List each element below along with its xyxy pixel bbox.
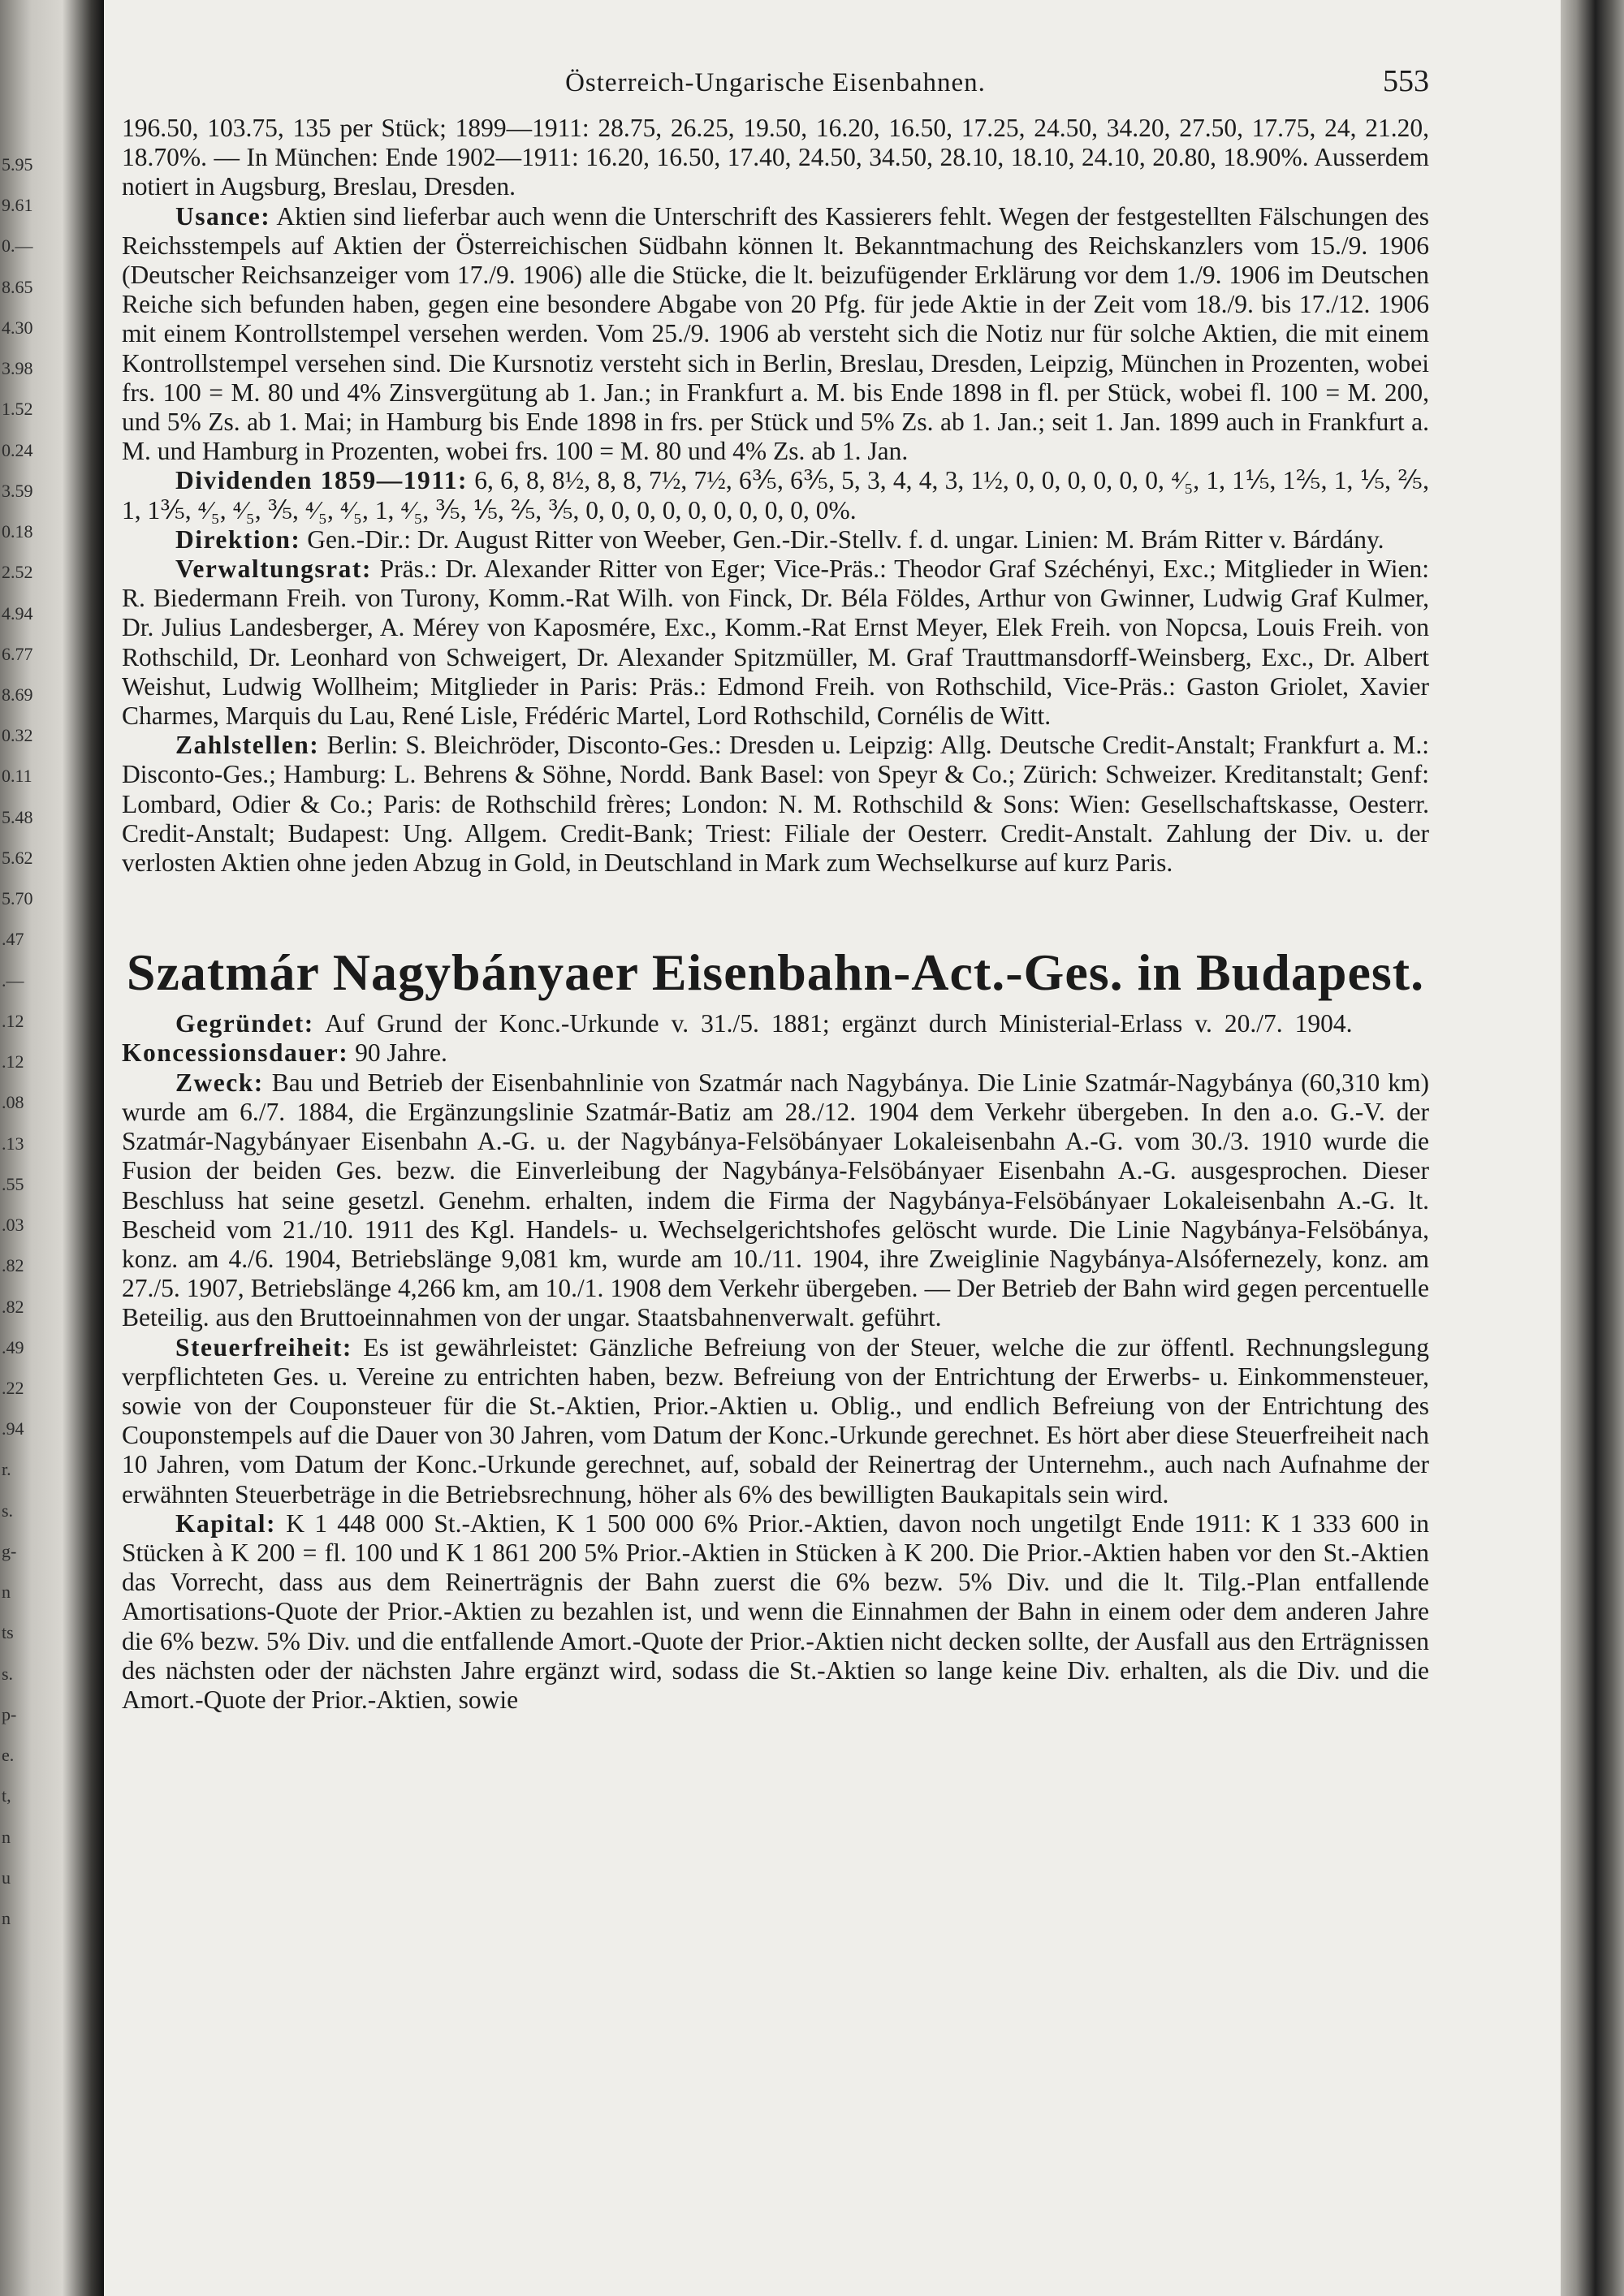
margin-fragment: n (2, 1582, 11, 1602)
kapital-text: K 1 448 000 St.-Aktien, K 1 500 000 6% Prior.-Aktien, davon noch ungetilgt Ende 1911: K 1 333 600 in Stücken à K 200 = fl. 100 und K 1 861 200 5% Prior.-Aktien in Stücken à K 200. Die Prior.-Aktien haben vor den St.-Aktien das Vorrecht, dass aus dem Reinerträgnis der Bahn zuerst die 6% bezw. 5% Div. und die lt. Tilg.-Plan entfallende Amortisations-Quote der Prior.-Aktien zu bezahlen ist, und wenn die Einnahmen der Bahn in einem oder dem anderen Jahre die 6% bezw. 5% Div. und die entfallende Amort.-Quote der Prior.-Aktien nicht decken sollte, der Ausfall aus den Erträgnissen des nächsten oder der nächsten Jahre ergänzt wird, sodass die St.-Aktien so lange keine Div. erhalten, als die Div. und die Amort.-Quote der Prior.-Aktien, sowie (122, 1508, 1429, 1714)
margin-fragment: g- (2, 1541, 17, 1561)
margin-fragment: 9.61 (2, 195, 33, 215)
margin-fragment: 5.70 (2, 888, 33, 908)
margin-fragment: .12 (2, 1011, 24, 1031)
zweck-paragraph (122, 1068, 1429, 1333)
kapital-paragraph (122, 1509, 1429, 1715)
dividenden-paragraph (122, 466, 1429, 524)
margin-fragment: ts (2, 1622, 14, 1642)
usance-text: Aktien sind lieferbar auch wenn die Unterschrift des Kassierers fehlt. Wegen der festgestellten Fälschungen des Reichsstempels auf Aktien der Österreichischen Südbahn können lt. Bekanntmachung des Reichskanzlers vom 15./9. 1906 (Deutscher Reichsanzeiger vom 17./9. 1906) alle die Stücke, die lt. beizufügender Erklärung vor dem 1./9. 1906 im Deutschen Reiche sich befunden haben, gegen eine besondere Abgabe von 20 Pfg. für jede Aktie in der Zeit vom 18./9. bis 17./12. 1906 mit einem Kontrollstempel versehen werden. Vom 25./9. 1906 ab versteht sich die Notiz nur für solche Aktien, die mit einem Kontrollstempel versehen sind. Die Kursnotiz versteht sich in Berlin, Breslau, Dresden, Leipzig, München in Prozenten, wobei frs. 100 = M. 80 und 4% Zinsvergütung ab 1. Jan.; in Frankfurt a. M. bis Ende 1898 in fl. per Stück, wobei fl. 100 = M. 200, und 5% Zs. ab 1. Mai; in Hamburg bis Ende 1898 in frs. per Stück und 5% Zs. ab 1. Jan.; seit 1. Jan. 1899 auch in Frankfurt a. M. und Hamburg in Prozenten, wobei frs. 100 = M. 80 und 4% Zs. ab 1. Jan. (122, 201, 1429, 466)
margin-fragment: s. (2, 1500, 14, 1521)
margin-fragment: n (2, 1908, 11, 1928)
margin-fragment: 6.77 (2, 644, 33, 664)
margin-fragment: 1.52 (2, 399, 33, 419)
dividenden-text: 6, 6, 8, 8½, 8, 8, 7½, 7½, 6⅗, 6⅗, 5, 3, 4, 4, 3, 1½, 0, 0, 0, 0, 0, 0, ⁴⁄₅, 1, 1⅕, 1⅖, 1, ⅕, ⅖, 1, 1⅗, ⁴⁄₅, ⁴⁄₅, ⅗, ⁴⁄₅, ⁴⁄₅, 1, ⁴⁄₅, ⅗, ⅕, ⅖, ⅗, 0, 0, 0, 0, 0, 0, 0, 0, 0, 0%. (122, 466, 1429, 524)
koncessionsdauer-label: Koncessionsdauer: (122, 1038, 349, 1068)
margin-fragment: e. (2, 1745, 15, 1765)
steuerfreiheit-paragraph (122, 1333, 1429, 1509)
margin-fragment: 0.32 (2, 725, 33, 745)
margin-fragment: 5.62 (2, 848, 33, 868)
quotes-paragraph (122, 114, 1429, 202)
margin-fragment: 0.— (2, 235, 33, 256)
margin-fragment: 8.65 (2, 277, 33, 297)
margin-fragment: .49 (2, 1337, 24, 1357)
margin-fragment: .94 (2, 1418, 24, 1439)
gegruendet-paragraph (122, 1009, 1429, 1068)
zahlstellen-paragraph (122, 731, 1429, 878)
verwaltungsrat-text: Präs.: Dr. Alexander Ritter von Eger; Vice-Präs.: Theodor Graf Széchényi, Exc.; Mitglieder in Wien: R. Biedermann Freih. von Turony, Komm.-Rat Wilh. von Finck, Dr. Béla Földes, Arthur von Gwinner, Ludwig Graf Kulmer, Dr. Julius Landesberger, A. Mérey von Kaposmére, Exc., Komm.-Rat Ernst Meyer, Elek Freih. von Nopcsa, Louis Freih. von Rothschild, Dr. Leonhard von Schweigert, Dr. Alexander Spitzmüller, M. Graf Trauttmansdorff-Weinsberg, Exc., Dr. Albert Weishut, Ludwig Wollheim; Mitglieder in Paris: Präs.: Edmond Freih. von Rothschild, Vice-Präs.: Gaston Griolet, Xavier Charmes, Marquis du Lau, René Lisle, Frédéric Martel, Lord Rothschild, Cornélis de Witt. (122, 555, 1430, 731)
margin-fragment: 3.98 (2, 358, 33, 378)
margin-fragment: .12 (2, 1051, 24, 1072)
margin-fragment: t, (2, 1785, 11, 1806)
usance-paragraph (122, 202, 1429, 467)
margin-fragment: .82 (2, 1255, 24, 1275)
company-title: Szatmár Nagybányaer Eisenbahn-Act.-Ges. in Budapest. (126, 943, 1425, 1002)
zahlstellen-text: Berlin: S. Bleichröder, Disconto-Ges.: Dresden u. Leipzig: Allg. Deutsche Credit-Anstalt; Frankfurt a. M.: Disconto-Ges.; Hamburg: L. Behrens & Söhne, Nordd. Bank Basel: von Speyr & Co.; Zürich: Schweizer. Kreditanstalt; Genf: Lombard, Odier & Co.; Paris: de Rothschild frères; London: N. M. Rothschild & Sons: Wien: Gesellschaftskasse, Oesterr. Credit-Anstalt; Budapest: Ung. Allgem. Credit-Bank; Triest: Filiale der Oesterr. Credit-Anstalt. Zahlung der Div. u. der verlosten Aktien ohne jeden Abzug in Gold, in Deutschland in Mark zum Wechselkurse auf kurz Paris. (122, 731, 1430, 878)
margin-fragment: p- (2, 1704, 17, 1724)
margin-fragment: n (2, 1827, 11, 1847)
running-head (122, 57, 1429, 114)
zweck-text: Bau und Betrieb der Eisenbahnlinie von Szatmár nach Nagybánya. Die Linie Szatmár-Nagybánya (60,310 km) wurde am 6./7. 1884, die Ergänzungslinie Szatmár-Batiz am 28./12. 1904 dem Verkehr übergeben. In den a.o. G.-V. der Szatmár-Nagybányaer Eisenbahn A.-G. u. der Nagybánya-Felsöbányaer Lokaleisenbahn A.-G. vom 30./3. 1910 wurde die Fusion der beiden Ges. bezw. die Einverleibung der Nagybánya-Felsöbányaer Eisenbahn A.-G. ausgesprochen. Dieser Beschluss hat seine gesetzl. Genehm. erhalten, indem die Firma der Nagybánya-Felsöbányaer Lokaleisenbahn A.-G. lt. Bescheid vom 21./10. 1911 des Kgl. Handels- u. Wechselgerichtshofes gelöscht wurde. Die Linie Nagybánya-Felsöbánya, konz. am 4./6. 1904, Betriebslänge 9,081 km, wurde am 10./11. 1904, ihre Zweiglinie Nagybánya-Alsófernezely, konz. am 27./5. 1907, Betriebslänge 4,266 km, am 10./1. 1908 dem Verkehr übergeben. — Der Betrieb der Bahn wird gegen percentuelle Beteilig. aus den Bruttoeinnahmen von der ungar. Staatsbahnenverwalt. geführt. (122, 1068, 1430, 1332)
margin-fragment: 0.18 (2, 521, 33, 542)
margin-fragment: .55 (2, 1174, 24, 1194)
margin-fragment: 5.95 (2, 154, 33, 175)
margin-fragment: 0.24 (2, 440, 33, 460)
margin-fragment: .— (2, 970, 24, 990)
margin-fragment: 5.48 (2, 807, 33, 827)
dividenden-label: Dividenden 1859—1911: (175, 466, 469, 495)
margin-fragment: 2.52 (2, 562, 33, 582)
margin-fragment: .13 (2, 1133, 24, 1154)
direktion-label: Direktion: (175, 524, 301, 554)
verwaltungsrat-label: Verwaltungsrat: (175, 555, 372, 584)
section-szatmar-nagybanyaer (122, 1009, 1429, 1715)
gegruendet-label: Gegründet: (175, 1009, 314, 1038)
margin-fragment: u (2, 1867, 11, 1888)
page-binding-right (1561, 0, 1624, 2296)
margin-fragment: 3.59 (2, 481, 33, 501)
gegruendet-text: Auf Grund der Konc.-Urkunde v. 31./5. 1881; ergänzt durch Ministerial-Erlass v. 20./7. 1904. (325, 1009, 1353, 1038)
margin-fragment: 4.94 (2, 603, 33, 624)
koncessionsdauer-text: 90 Jahre. (355, 1038, 447, 1068)
document-page (122, 57, 1429, 1715)
steuerfreiheit-text: Es ist gewährleistet: Gänzliche Befreiung von der Steuer, welche die zur öffentl. Rechnungslegung verpflichteten Ges. u. Vereine zu entrichten haben, bezw. Befreiung von der Entrichtung der Erwerbs- u. Einkommensteuer, sowie von der Couponsteuer für die St.-Aktien, Prior.-Aktien u. Oblig., und endlich Befreiung von der Entrichtung des Couponstempels auf die Dauer von 30 Jahren, vom Datum der Konc.-Urkunde gerechnet. Es hört aber diese Steuerfreiheit nach 10 Jahren, vom Datum der Konc.-Urkunde gerechnet, auf, sobald der Reinertrag der Unternehm., auch nach Aufnahme der erwähnten Steuerbeträge in die Betriebsrechnung, höher als 6% des bewilligten Baukapitals sein wird. (122, 1332, 1430, 1508)
quotes-text: 196.50, 103.75, 135 per Stück; 1899—1911: 28.75, 26.25, 19.50, 16.20, 16.50, 17.25, 24.50, 34.20, 27.50, 17.75, 24, 21.20, 18.70%. — In München: Ende 1902—1911: 16.20, 16.50, 17.40, 24.50, 34.50, 28.10, 18.10, 24.10, 20.80, 18.90%. Ausserdem notiert in Augsburg, Breslau, Dresden. (122, 114, 1429, 201)
running-title: Österreich-Ungarische Eisenbahnen. (565, 68, 986, 97)
margin-fragment: 0.11 (2, 766, 32, 786)
verwaltungsrat-paragraph (122, 555, 1429, 731)
page-number: 553 (1383, 64, 1429, 98)
steuerfreiheit-label: Steuerfreiheit: (175, 1332, 352, 1362)
margin-fragment: .47 (2, 929, 24, 949)
section-oesterreich-ungarische (122, 114, 1429, 878)
zweck-label: Zweck: (175, 1068, 264, 1097)
margin-fragment: 4.30 (2, 317, 33, 338)
margin-fragment: s. (2, 1664, 14, 1684)
usance-label: Usance: (175, 201, 271, 231)
margin-fragment: r. (2, 1459, 11, 1479)
margin-fragment: .03 (2, 1215, 24, 1235)
direktion-text: Gen.-Dir.: Dr. August Ritter von Weeber, Gen.-Dir.-Stellv. f. d. ungar. Linien: M. Brám Ritter v. Bárdány. (307, 524, 1384, 554)
zahlstellen-label: Zahlstellen: (175, 731, 320, 760)
kapital-label: Kapital: (175, 1508, 277, 1538)
direktion-paragraph (122, 525, 1429, 555)
margin-fragment: 8.69 (2, 684, 33, 705)
margin-fragment: .22 (2, 1378, 24, 1398)
margin-fragment: .82 (2, 1297, 24, 1317)
margin-fragment: .08 (2, 1092, 24, 1112)
